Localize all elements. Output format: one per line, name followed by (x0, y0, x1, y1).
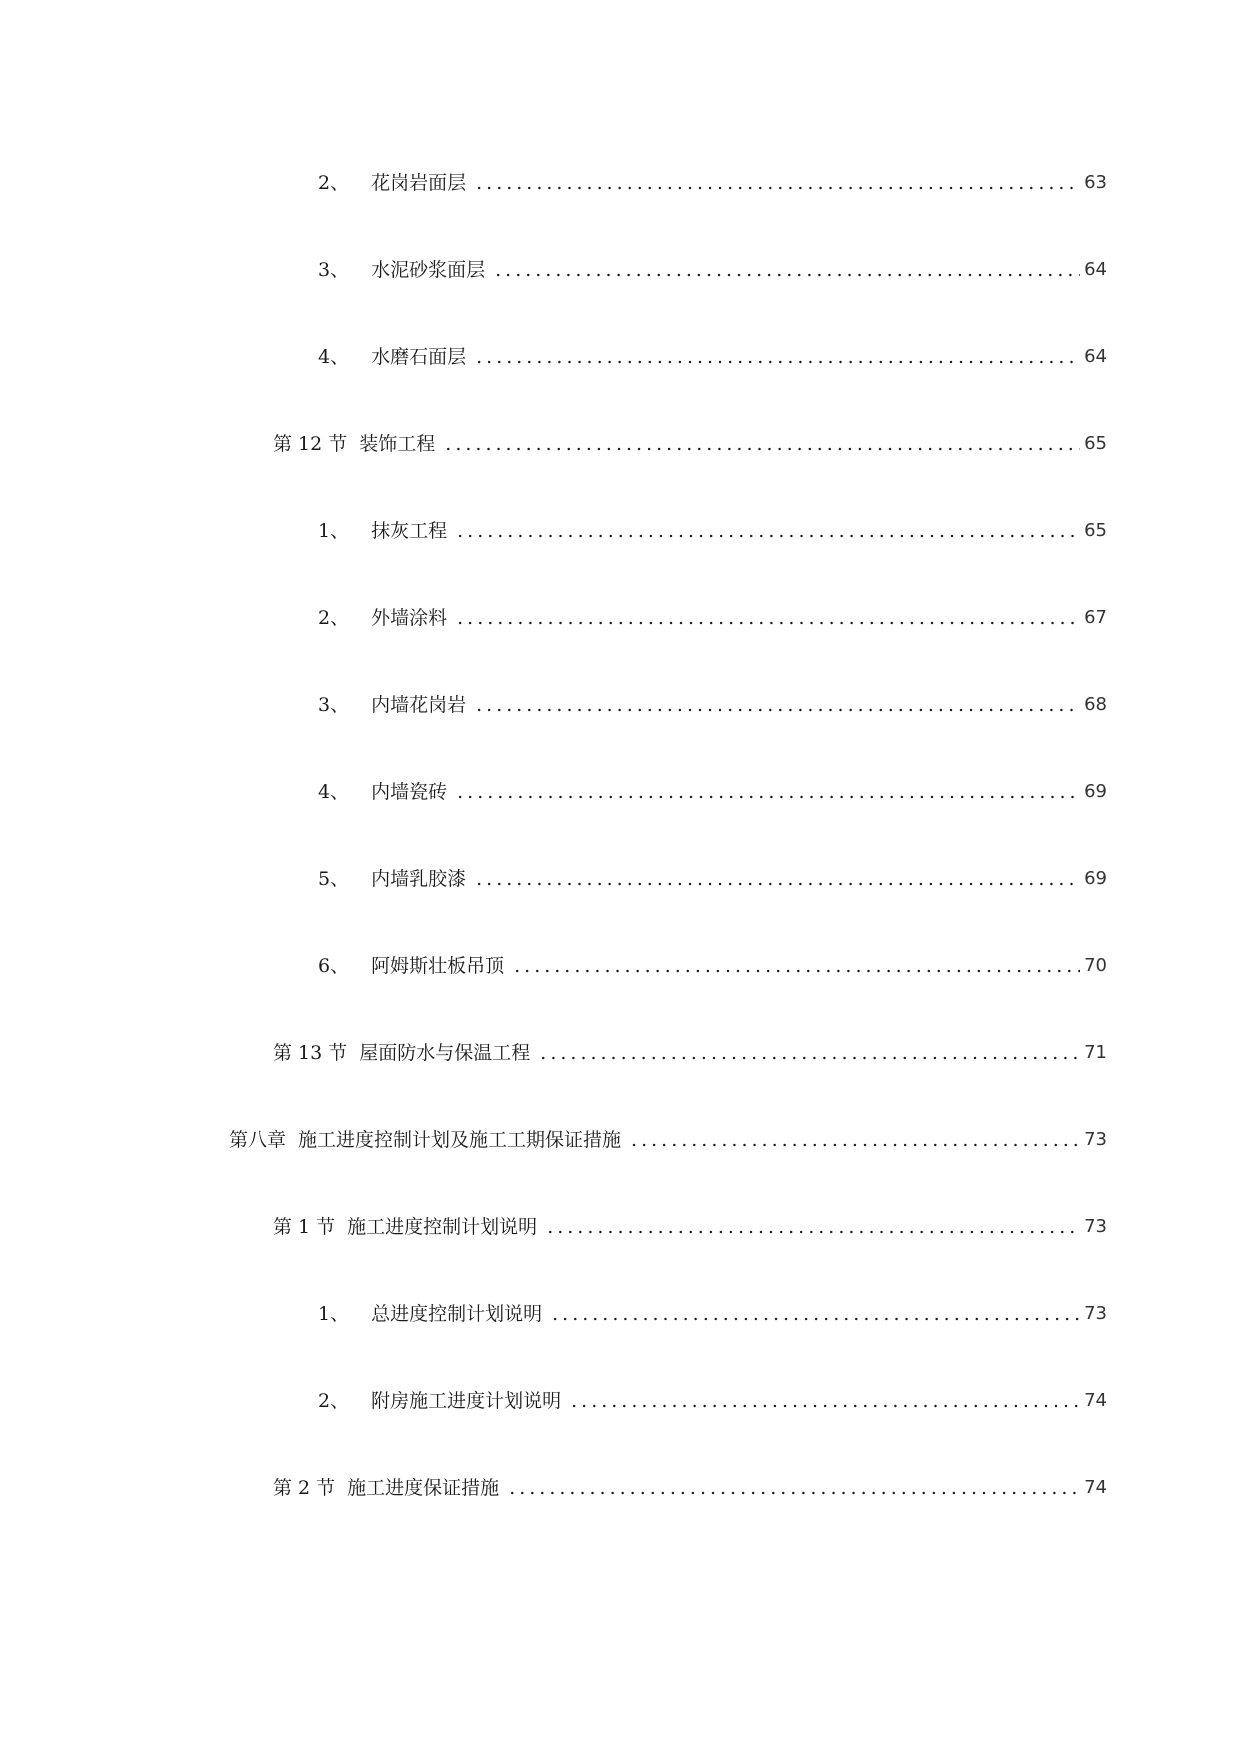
toc-entry[interactable] (0, 1041, 1241, 1128)
toc-entry[interactable] (0, 432, 1241, 519)
dot-leader (445, 432, 1080, 456)
toc-entry-number: 2、 (318, 607, 350, 629)
toc-entry-number: 第 12 节 (273, 433, 348, 455)
dot-leader (476, 171, 1080, 195)
toc-entry-number: 1、 (318, 520, 350, 542)
toc-entry-title: 施工进度控制计划说明 (347, 1216, 538, 1238)
dot-leader (631, 1128, 1080, 1152)
dot-leader (476, 345, 1080, 369)
dot-leader (476, 867, 1080, 891)
dot-leader (495, 258, 1080, 282)
toc-entry[interactable] (0, 1302, 1241, 1389)
toc-entry-title: 装饰工程 (359, 433, 436, 455)
toc-entry-title: 屋面防水与保温工程 (359, 1042, 531, 1064)
toc-entry[interactable] (0, 606, 1241, 693)
toc-entry-title: 阿姆斯壮板吊顶 (371, 955, 505, 977)
toc-entry-page: 73 (1084, 1216, 1107, 1237)
toc-entry[interactable] (0, 693, 1241, 780)
toc-entry-page: 64 (1084, 259, 1107, 280)
dot-leader (509, 1476, 1080, 1500)
toc-entry-number: 3、 (318, 694, 350, 716)
toc-entry-title: 抹灰工程 (371, 520, 448, 542)
toc-entry-title: 内墙瓷砖 (371, 781, 448, 803)
toc-entry-page: 69 (1084, 868, 1107, 889)
toc-entry-number: 第八章 (229, 1129, 287, 1151)
dot-leader (571, 1389, 1080, 1413)
toc-entry-page: 64 (1084, 346, 1107, 367)
toc-entry[interactable] (0, 258, 1241, 345)
toc-entry[interactable] (0, 1476, 1241, 1563)
toc-entry-number: 第 13 节 (273, 1042, 348, 1064)
toc-entry-page: 63 (1084, 172, 1107, 193)
toc-entry[interactable] (0, 1389, 1241, 1476)
toc-entry-page: 74 (1084, 1477, 1107, 1498)
toc-entry-number: 5、 (318, 868, 350, 890)
toc-entry[interactable] (0, 519, 1241, 606)
toc-entry-number: 3、 (318, 259, 350, 281)
dot-leader (457, 780, 1080, 804)
dot-leader (514, 954, 1080, 978)
toc-entry-page: 74 (1084, 1390, 1107, 1411)
toc-entry[interactable] (0, 954, 1241, 1041)
toc-entry-page: 73 (1084, 1303, 1107, 1324)
toc-entry-title: 施工进度保证措施 (347, 1477, 500, 1499)
toc-entry-title: 水磨石面层 (371, 346, 467, 368)
dot-leader (552, 1302, 1080, 1326)
toc-entry-page: 67 (1084, 607, 1107, 628)
toc-entry-number: 第 2 节 (273, 1477, 336, 1499)
dot-leader (547, 1215, 1080, 1239)
toc-entry-title: 内墙乳胶漆 (371, 868, 467, 890)
toc-entry-page: 69 (1084, 781, 1107, 802)
toc-entry-number: 第 1 节 (273, 1216, 336, 1238)
toc-entry[interactable] (0, 1215, 1241, 1302)
toc-entry-page: 70 (1084, 955, 1107, 976)
toc-entry-title: 总进度控制计划说明 (371, 1303, 543, 1325)
toc-entry-number: 4、 (318, 346, 350, 368)
toc-entry-title: 内墙花岗岩 (371, 694, 467, 716)
toc-entry-page: 73 (1084, 1129, 1107, 1150)
dot-leader (540, 1041, 1080, 1065)
dot-leader (476, 693, 1080, 717)
toc-entry-title: 水泥砂浆面层 (371, 259, 486, 281)
toc-entry-number: 2、 (318, 1390, 350, 1412)
toc-entry[interactable] (0, 780, 1241, 867)
toc-entry[interactable] (0, 1128, 1241, 1215)
toc-entry-number: 1、 (318, 1303, 350, 1325)
toc-entry-page: 71 (1084, 1042, 1107, 1063)
toc-entry-title: 花岗岩面层 (371, 172, 467, 194)
table-of-contents (0, 171, 1241, 1563)
toc-entry-number: 4、 (318, 781, 350, 803)
dot-leader (457, 519, 1080, 543)
toc-entry-page: 68 (1084, 694, 1107, 715)
toc-entry-title: 外墙涂料 (371, 607, 448, 629)
toc-entry-number: 6、 (318, 955, 350, 977)
toc-entry[interactable] (0, 171, 1241, 258)
dot-leader (457, 606, 1080, 630)
toc-entry-page: 65 (1084, 520, 1107, 541)
toc-entry-page: 65 (1084, 433, 1107, 454)
toc-entry[interactable] (0, 867, 1241, 954)
toc-entry-title: 附房施工进度计划说明 (371, 1390, 562, 1412)
toc-entry-title: 施工进度控制计划及施工工期保证措施 (298, 1129, 622, 1151)
toc-entry-number: 2、 (318, 172, 350, 194)
toc-entry[interactable] (0, 345, 1241, 432)
